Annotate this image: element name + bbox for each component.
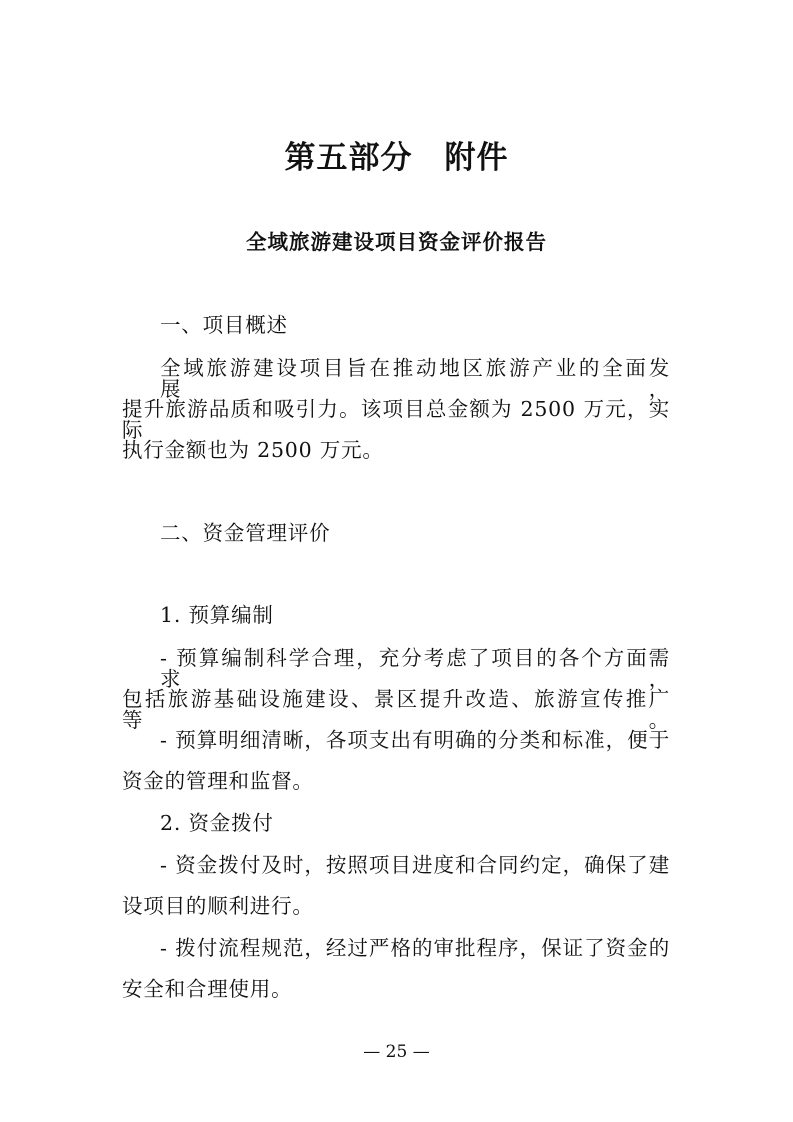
report-title: 全域旅游建设项目资金评价报告 bbox=[246, 230, 547, 254]
section1-line-1: 全域旅游建设项目旨在推动地区旅游产业的全面发展， bbox=[160, 356, 670, 401]
page-number: — 25 — bbox=[363, 1042, 430, 1062]
section2-heading: 二、资金管理评价 bbox=[160, 521, 331, 545]
subsection2-heading: 2. 资金拨付 bbox=[160, 811, 274, 835]
section1-heading: 一、项目概述 bbox=[160, 313, 288, 337]
subsection1-line-2: 包括旅游基础设施建设、景区提升改造、旅游宣传推广等。 bbox=[122, 687, 670, 732]
section1-line-2: 提升旅游品质和吸引力。该项目总金额为 2500 万元，实际 bbox=[122, 397, 670, 442]
section1-line-3: 执行金额也为 2500 万元。 bbox=[122, 438, 384, 462]
subsection1-line-4: 资金的管理和监督。 bbox=[122, 769, 314, 793]
subsection2-line-4: 安全和合理使用。 bbox=[122, 977, 293, 1001]
subsection2-line-3: - 拨付流程规范，经过严格的审批程序，保证了资金的 bbox=[160, 936, 670, 960]
subsection2-line-1: - 资金拨付及时，按照项目进度和合同约定，确保了建 bbox=[160, 853, 670, 877]
subsection1-heading: 1. 预算编制 bbox=[160, 603, 274, 627]
subsection1-line-1: - 预算编制科学合理，充分考虑了项目的各个方面需求， bbox=[160, 646, 670, 691]
part-title: 第五部分 附件 bbox=[284, 140, 509, 176]
subsection1-line-3: - 预算明细清晰，各项支出有明确的分类和标准，便于 bbox=[160, 728, 670, 752]
subsection2-line-2: 设项目的顺利进行。 bbox=[122, 894, 314, 918]
